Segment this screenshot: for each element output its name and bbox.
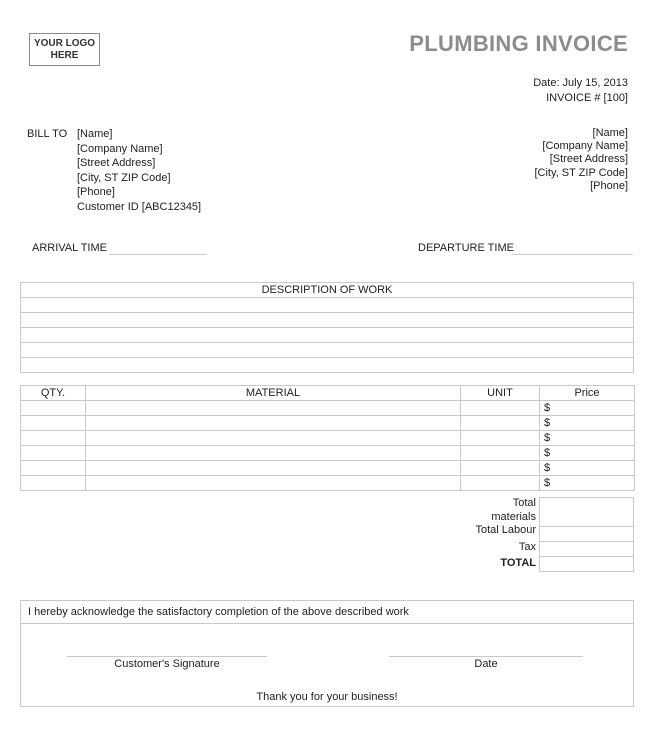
table-row: [21, 416, 635, 431]
bill-to-company: [Company Name]: [77, 142, 163, 155]
total-materials-label: [425, 496, 536, 524]
acknowledgement-text: I hereby acknowledge the satisfactory completion of the above described work: [28, 606, 409, 618]
description-row[interactable]: [21, 313, 634, 328]
currency-symbol: $: [544, 417, 551, 429]
unit-cell[interactable]: [461, 476, 540, 491]
currency-symbol: $: [544, 432, 551, 444]
qty-cell[interactable]: [21, 476, 86, 491]
unit-cell[interactable]: [461, 401, 540, 416]
description-header: DESCRIPTION OF WORK: [21, 283, 634, 298]
bill-to-customer-id: Customer ID [ABC12345]: [77, 200, 202, 213]
material-cell[interactable]: [86, 401, 461, 416]
tax-field[interactable]: [539, 541, 634, 557]
currency-symbol: $: [544, 477, 551, 489]
description-row[interactable]: [21, 298, 634, 313]
bill-to-city: [City, ST ZIP Code]: [77, 171, 171, 184]
departure-time-label: DEPARTURE TIME: [418, 242, 514, 254]
departure-time-field[interactable]: [512, 254, 633, 255]
total-labour-label: Total Labour: [475, 524, 536, 536]
total-materials-field[interactable]: [539, 497, 634, 527]
acknowledgement-box: [20, 600, 634, 707]
qty-cell[interactable]: [21, 416, 86, 431]
price-cell[interactable]: [540, 446, 635, 461]
from-company: [Company Name]: [542, 140, 628, 153]
customer-signature-label: Customer's Signature: [114, 658, 220, 670]
total-materials-label-line2: materials: [491, 511, 536, 523]
qty-cell[interactable]: [21, 431, 86, 446]
invoice-date: Date: July 15, 2013: [533, 77, 628, 89]
price-cell[interactable]: [540, 476, 635, 491]
arrival-time-field[interactable]: [109, 254, 207, 255]
price-cell[interactable]: [540, 431, 635, 446]
table-row: [21, 401, 635, 416]
bill-to-phone: [Phone]: [77, 186, 115, 199]
qty-cell[interactable]: [21, 461, 86, 476]
material-cell[interactable]: [86, 416, 461, 431]
currency-symbol: $: [544, 402, 551, 414]
total-field[interactable]: [539, 556, 634, 572]
price-cell[interactable]: [540, 401, 635, 416]
unit-cell[interactable]: [461, 461, 540, 476]
qty-cell[interactable]: [21, 446, 86, 461]
table-row: [21, 431, 635, 446]
invoice-title: PLUMBING INVOICE: [409, 31, 628, 56]
price-cell[interactable]: [540, 461, 635, 476]
description-row[interactable]: [21, 358, 634, 373]
price-cell[interactable]: [540, 416, 635, 431]
description-table: [20, 282, 634, 373]
table-row: [21, 461, 635, 476]
from-block: [534, 127, 628, 193]
material-cell[interactable]: [86, 431, 461, 446]
logo-placeholder: [29, 33, 100, 66]
materials-table: [20, 385, 635, 491]
material-cell[interactable]: [86, 461, 461, 476]
material-header: MATERIAL: [86, 386, 461, 401]
qty-header: QTY.: [21, 386, 86, 401]
material-cell[interactable]: [86, 476, 461, 491]
bill-to-label: BILL TO: [27, 128, 68, 140]
from-city: [City, ST ZIP Code]: [534, 166, 628, 179]
bill-to-street: [Street Address]: [77, 157, 156, 170]
unit-cell[interactable]: [461, 416, 540, 431]
currency-symbol: $: [544, 447, 551, 459]
from-phone: [Phone]: [590, 179, 628, 192]
total-label: TOTAL: [500, 557, 536, 569]
thank-you-message: Thank you for your business!: [256, 691, 398, 703]
logo-line-2: HERE: [50, 50, 79, 61]
description-row[interactable]: [21, 328, 634, 343]
total-labour-field[interactable]: [539, 526, 634, 542]
arrival-time-label: ARRIVAL TIME: [32, 242, 107, 254]
currency-symbol: $: [544, 462, 551, 474]
tax-label: Tax: [518, 541, 536, 553]
logo-line-1: YOUR LOGO: [33, 38, 96, 49]
unit-header: UNIT: [461, 386, 540, 401]
bill-to-block: [77, 127, 201, 215]
material-cell[interactable]: [86, 446, 461, 461]
table-row: [21, 476, 635, 491]
unit-cell[interactable]: [461, 431, 540, 446]
total-materials-label-line1: Total: [512, 497, 536, 509]
unit-cell[interactable]: [461, 446, 540, 461]
price-header: Price: [540, 386, 635, 401]
from-street: [Street Address]: [549, 153, 628, 166]
description-row[interactable]: [21, 343, 634, 358]
acknowledgement-divider: [21, 623, 633, 624]
invoice-number: INVOICE # [100]: [546, 92, 628, 104]
qty-cell[interactable]: [21, 401, 86, 416]
bill-to-name: [Name]: [77, 128, 113, 140]
from-name: [Name]: [592, 127, 628, 139]
table-row: [21, 446, 635, 461]
date-signature-label: Date: [474, 658, 498, 670]
